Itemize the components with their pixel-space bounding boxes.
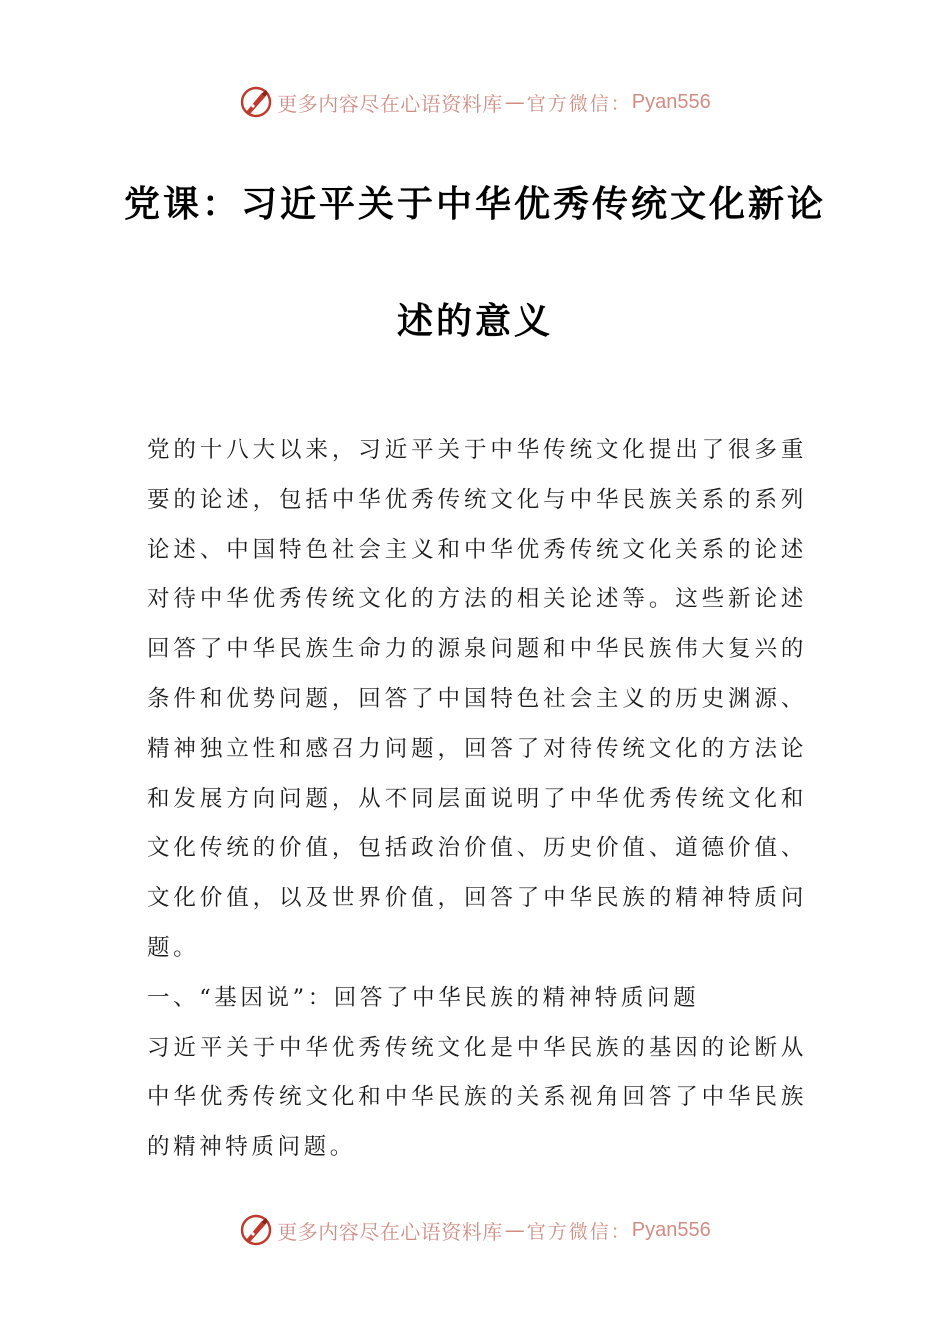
footer-watermark-banner [0,1210,950,1250]
banner-separator: — [504,1218,525,1242]
banner-separator: — [504,90,525,114]
banner-wechat-id: Pyan556 [631,1218,711,1241]
header-watermark-banner [0,82,950,122]
banner-lead-text: 更多内容尽在心语资料库 [277,1219,503,1244]
banner-wechat-label: 官方微信： [526,92,632,115]
fountain-pen-nib-icon [239,85,273,119]
body-paragraph-gene-theory: 习近平关于中华优秀传统文化是中华民族的基因的论断从中华优秀传统文化和中华民族的关系视角回答了中华民族的精神特质问题。 [147,1034,807,1161]
body-paragraph-intro: 党的十八大以来，习近平关于中华传统文化提出了很多重要的论述，包括中华优秀传统文化与中华民族关系的系列论述、中国特色社会主义和中华优秀传统文化关系的论述对待中华优秀传统文化的方法的相关论述等。这些新论述回答了中华民族生命力的源泉问题和中华民族伟大复兴的条件和优势问题，回答了中国特色社会主义的历史渊源、精神独立性和感召力问题，回答了对待传统文化的方法论和发展方向问题，从不同层面说明了中华优秀传统文化和文化传统的价值，包括政治价值、历史价值、道德价值、文化价值，以及世界价值，回答了中华民族的精神特质问题。 [147,437,807,961]
banner-wechat-label: 官方微信： [526,1220,632,1243]
fountain-pen-nib-icon [239,1213,273,1247]
banner-lead-text: 更多内容尽在心语资料库 [277,91,503,116]
document-title-line-1: 党课：习近平关于中华优秀传统文化新论 [123,184,826,225]
document-body [147,426,807,1173]
banner-wechat-id: Pyan556 [631,90,711,113]
document-title-line-2: 述的意义 [396,301,553,342]
section-heading: 一、“基因说”：回答了中华民族的精神特质问题 [147,984,700,1011]
